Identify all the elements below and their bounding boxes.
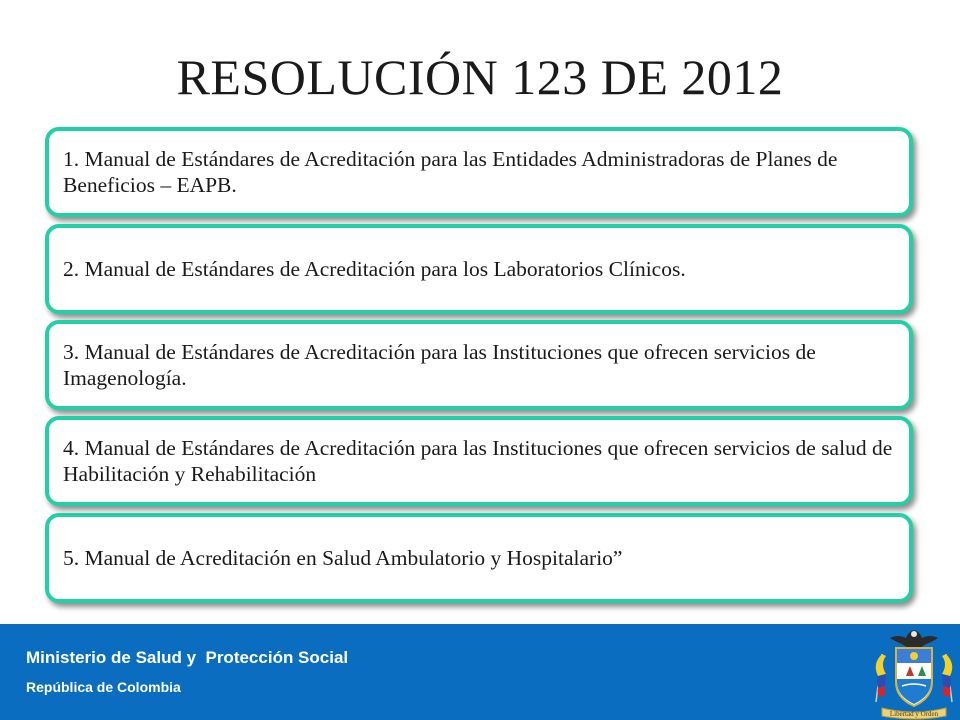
list-item: [45, 224, 913, 314]
list-item: [45, 416, 913, 506]
list-item-text: 2. Manual de Estándares de Acreditación para los Laboratorios Clínicos.: [63, 257, 686, 281]
list-item: [45, 513, 913, 603]
list-item-text: 3. Manual de Estándares de Acreditación para las Instituciones que ofrecen servicios de Imagenología.: [63, 340, 816, 390]
list-item-text: 1. Manual de Estándares de Acreditación para las Entidades Administradoras de Planes de Beneficios – EAPB.: [63, 147, 838, 197]
list-item: [45, 320, 913, 410]
list-item: [45, 127, 913, 217]
footer-bar: [0, 624, 960, 720]
slide-title: RESOLUCIÓN 123 DE 2012: [176, 49, 784, 105]
republic-name: República de Colombia: [26, 679, 181, 695]
crest-motto: Libertad y Orden: [889, 710, 939, 718]
list-item-text: 4. Manual de Estándares de Acreditación para las Instituciones que ofrecen servicios de salud de Habilitación y Rehabilitación: [63, 436, 893, 486]
list-item-text: 5. Manual de Acreditación en Salud Ambulatorio y Hospitalario”: [63, 546, 623, 570]
colombia-coat-of-arms-icon: [868, 624, 960, 720]
ministry-name: Ministerio de Salud y Protección Social: [26, 648, 349, 667]
